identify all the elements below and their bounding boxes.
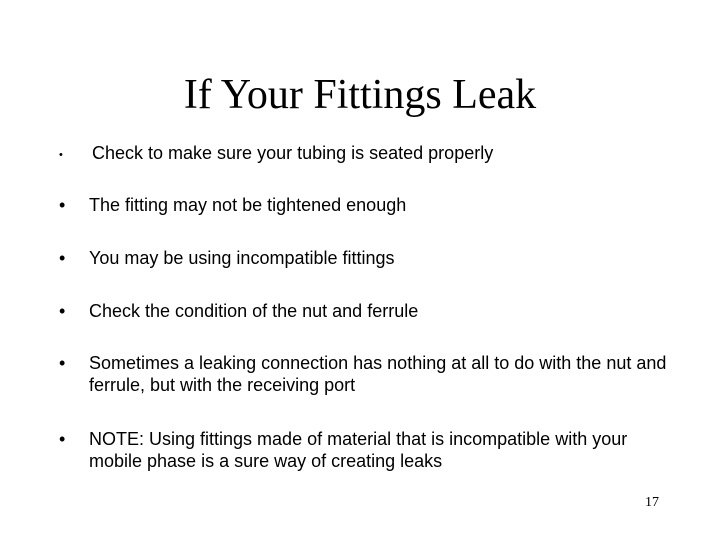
bullet-text: The fitting may not be tightened enough [89,195,407,215]
bullet-text: NOTE: Using fittings made of material that is incompatible with your mobile phase is a sure way of creating leaks [89,429,628,471]
bullet-text: Check the condition of the nut and ferrule [89,301,419,321]
bullet-item [59,300,679,322]
page-number: 17 [645,495,659,510]
bullet-marker: • [59,353,66,373]
bullet-item [59,352,679,396]
bullet-marker: • [59,195,66,215]
slide-title: If Your Fittings Leak [183,72,537,118]
bullet-item [59,247,679,269]
bullet-item [59,428,679,472]
bullet-text: Check to make sure your tubing is seated properly [92,143,494,163]
bullet-marker: • [59,429,66,449]
bullet-text: Sometimes a leaking connection has nothing at all to do with the nut and ferrule, but with the receiving port [89,353,667,395]
bullet-marker: • [59,248,66,268]
bullet-marker: • [59,149,63,161]
bullet-item [59,194,679,216]
bullet-text: You may be using incompatible fittings [89,248,395,268]
bullet-marker: • [59,301,66,321]
bullet-item [59,142,682,164]
